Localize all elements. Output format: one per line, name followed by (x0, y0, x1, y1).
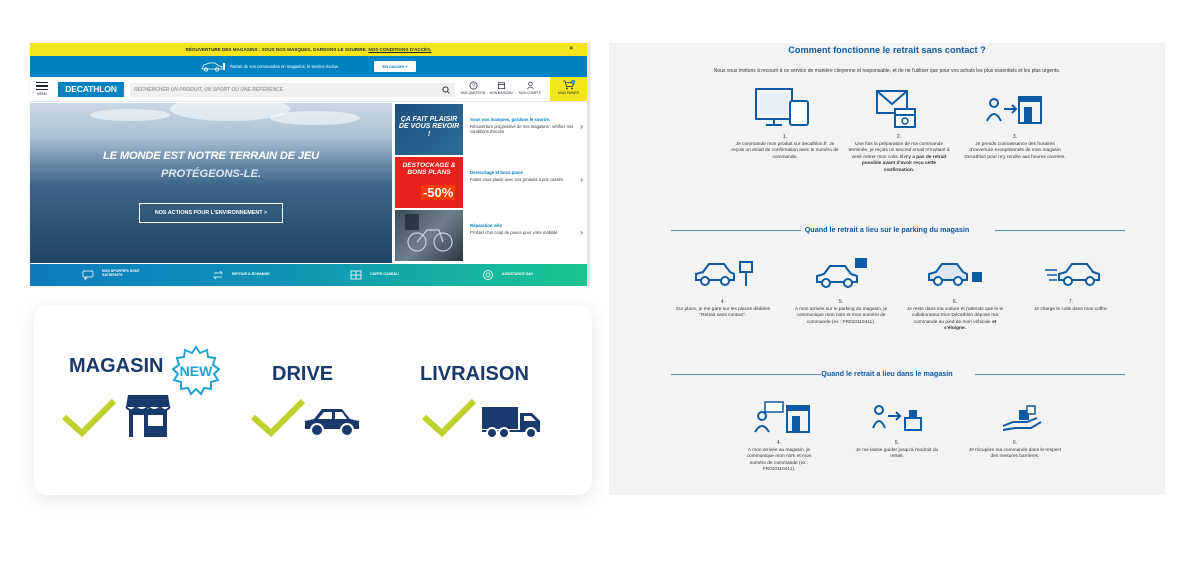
service-label: ASSISTANCE SAV (502, 272, 534, 276)
store-label: MON MAGASIN (489, 91, 513, 95)
step-text: A mon arrivée au magasin, je communique mon nom et mon numéro de commande (ex : FR010110411). (746, 447, 812, 473)
step-online-2 (847, 134, 951, 174)
new-badge-text: NEW (179, 363, 213, 379)
promo-description: Faites vous plaisir avec nos produits à prix cassés (470, 177, 564, 182)
step-number: 2. (896, 134, 902, 140)
cart-button[interactable] (550, 77, 587, 101)
user-icon (526, 81, 535, 90)
promo-title: Sous nos masques, gardons le sourire. (470, 117, 551, 122)
promo-image (395, 210, 463, 261)
question-icon (469, 81, 478, 90)
announcement-bar (30, 43, 587, 56)
new-badge-icon (170, 345, 222, 397)
promo-image-text: DESTOCKAGE & BONS PLANS (402, 162, 456, 176)
support-icon (482, 269, 494, 281)
bike-workshop-image (395, 210, 463, 261)
step-parking-5 (792, 299, 890, 326)
service-label: RETOUR & ÉCHANGE (232, 272, 270, 276)
store-icon (497, 81, 506, 90)
account-button[interactable] (517, 81, 543, 95)
step-text: Je charge le colis dans mon coffre. (1033, 306, 1109, 312)
store-button[interactable] (488, 81, 514, 95)
menu-label: MENU (37, 92, 47, 97)
section-title-store: Quand le retrait a lieu dans le magasin (821, 369, 953, 378)
cart-icon (562, 80, 576, 90)
promo-title: Destockage et bons plans (470, 170, 524, 175)
promo-title: Réparation vélo (470, 223, 503, 228)
option-label-drive: DRIVE (272, 363, 334, 385)
chevron-right-icon: › (580, 122, 583, 131)
step-number: 4. (776, 440, 782, 446)
devices-icon (754, 87, 810, 129)
step-online-1 (730, 134, 840, 161)
info-bar-text: Retrait de vos commandes en magasins, le service évolue. (230, 64, 340, 69)
service-label: NOS SPORTIFS SONT SATISFAITS (102, 269, 140, 278)
cart-label: MON PANIER (557, 91, 580, 95)
question-label: UNE QUESTION (460, 91, 486, 95)
promo-image (395, 157, 463, 208)
cloud-decoration (90, 109, 170, 121)
cloud-decoration (270, 111, 360, 125)
step-number: 5. (838, 299, 844, 305)
step-bold-text: Il n'y a pas de retrait possible avant d'avoir reçu cette confirmation. (861, 154, 947, 173)
environment-actions-button[interactable]: NOS ACTIONS POUR L'ENVIRONNEMENT > (139, 203, 283, 223)
step-number: 7. (1068, 299, 1074, 305)
promo-image (395, 104, 463, 155)
chevron-right-icon: › (580, 175, 583, 184)
search-input[interactable]: RECHERCHER UN PRODUIT, UN SPORT OU UNE RÉFÉRENCE (130, 83, 455, 97)
step-text: Je prends connaissance des horaires d'ouverture exceptionnels de mon magasin Decathlon pour m'y rendre aux heures ouvrées. (964, 141, 1066, 160)
contactless-pickup-panel (609, 43, 1165, 495)
search-button[interactable] (437, 83, 455, 97)
exchange-icon (212, 269, 224, 281)
option-label-livraison: LIVRAISON (420, 363, 529, 385)
account-label: MON COMPTE (519, 91, 541, 95)
step-number: 6. (952, 299, 958, 305)
promo-card-destockage[interactable] (395, 157, 587, 208)
info-bar (30, 56, 587, 77)
step-text: Je récupère ma commande dans le respect des mesures barrières. (968, 447, 1062, 460)
check-icon (249, 397, 307, 439)
option-label-magasin: MAGASIN (69, 355, 164, 377)
person-store-sign-icon (753, 400, 813, 434)
promo-image-text: ÇA FAIT PLAISIR DE VOUS REVOIR ! (398, 116, 460, 138)
car-icon (200, 61, 226, 72)
car-parcel-icon (927, 258, 983, 290)
discount-badge: -50% (423, 185, 454, 200)
hero-subtitle: PROTÉGEONS-LE. (160, 168, 262, 180)
step-text: Sur place, je me gare sur les places dédiées "Retrait sans contact". (675, 306, 771, 319)
step-bold-text: et s'éloigne. (944, 319, 997, 332)
car-phone-icon (815, 256, 871, 292)
delivery-options-card (34, 305, 592, 495)
decathlon-homepage (30, 43, 590, 286)
step-number: 6. (1012, 440, 1018, 446)
step-online-3 (963, 134, 1067, 161)
step-store-6 (967, 440, 1063, 461)
step-text: Une fois la préparation de ma commande terminée, je reçois un second email m'invitant à venir retirer mon colis. (848, 141, 950, 160)
chat-icon (82, 269, 94, 281)
panel-intro: Nous vous invitons à recourir à ce service de manière citoyenne et responsable, et de ne l'utiliser que pour vos achats les plus essentiels et les plus urgents. (713, 68, 1061, 74)
svg-text:?: ? (471, 83, 475, 90)
hero-banner (30, 103, 392, 263)
section-title-parking: Quand le retrait a lieu sur le parking du magasin (804, 225, 970, 234)
menu-icon-line (36, 82, 48, 83)
step-number: 5. (894, 440, 900, 446)
menu-icon-line (36, 85, 48, 86)
menu-icon-line (36, 89, 48, 90)
announcement-text: RÉOUVERTURE DES MAGASINS : SOUS NOS MASQUES, GARDONS LE SOURIRE. (185, 47, 368, 52)
step-store-5 (849, 440, 945, 461)
person-counter-icon (871, 402, 923, 432)
question-button[interactable] (460, 81, 486, 95)
hero-title: LE MONDE EST NOTRE TERRAIN DE JEU (103, 150, 319, 162)
promo-card-bike-repair[interactable] (395, 210, 587, 261)
hand-parcel-icon (1001, 404, 1043, 432)
promo-description: Réouverture progressive de nos magasins : vérifiez nos conditions d'accès (470, 124, 574, 135)
gift-card-icon (350, 269, 362, 281)
step-parking-7 (1019, 299, 1123, 313)
chevron-right-icon: › (580, 228, 583, 237)
learn-more-button[interactable]: EN SAVOIR + (374, 61, 416, 72)
services-bar (30, 264, 587, 286)
header (30, 77, 587, 102)
scrollbar[interactable] (587, 43, 590, 286)
step-store-4 (739, 440, 819, 474)
car-icon (302, 403, 362, 439)
menu-button[interactable] (36, 82, 48, 96)
step-parking-4 (675, 299, 771, 320)
check-icon (60, 397, 118, 439)
car-moving-icon (1043, 258, 1103, 290)
decathlon-logo[interactable]: DECATHLON (58, 82, 124, 97)
step-number: 3. (1012, 134, 1018, 140)
step-number: 1. (782, 134, 788, 140)
truck-icon (480, 403, 542, 441)
email-calendar-icon (875, 87, 919, 131)
step-text: A mon arrivée sur le parking du magasin, je communique mon nom et mon numéro de commande (ex : FR010110411). (794, 306, 888, 325)
store-icon (124, 391, 172, 439)
car-sign-icon (694, 258, 754, 290)
access-conditions-link[interactable]: NOS CONDITIONS D'ACCÈS. (368, 47, 432, 52)
panel-title: Comment fonctionne le retrait sans contact ? (788, 45, 986, 55)
check-icon (420, 397, 478, 439)
step-text: Je reste dans ma voiture et j'attends que le le collaborateur trice Décathlon dépose ma commande au pied de mon véhicule (906, 306, 1004, 325)
step-parking-6 (903, 299, 1007, 333)
service-label: CARTE CADEAU (370, 272, 399, 276)
promo-card-welcome[interactable] (395, 104, 587, 155)
search-icon (437, 83, 455, 97)
person-store-icon (985, 93, 1043, 127)
cart-count: 0 (571, 80, 574, 84)
close-icon[interactable]: × (569, 46, 573, 52)
step-number: 4. (720, 299, 726, 305)
step-text: Je commande mon produit sur decathlon.fr. Je reçois un email de confirmation avec le numéro de commande. (731, 141, 839, 160)
step-text: Je me laisse guider jusqu'à l'endroit du retrait. (855, 447, 939, 460)
promo-description: Profitez d'un coup de pouce pour votre mobilité (470, 230, 558, 235)
